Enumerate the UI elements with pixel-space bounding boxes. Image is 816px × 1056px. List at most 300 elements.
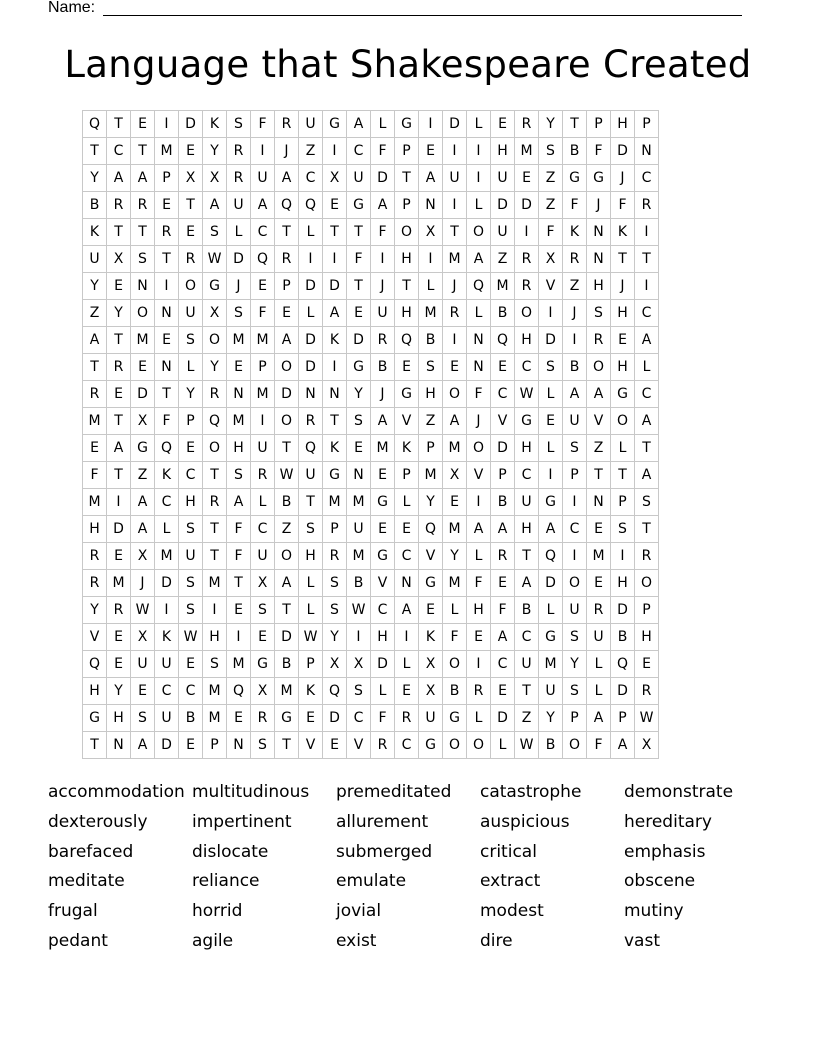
grid-cell[interactable]: K	[395, 435, 419, 462]
grid-cell[interactable]: L	[179, 354, 203, 381]
grid-cell[interactable]: L	[467, 543, 491, 570]
grid-cell[interactable]: I	[155, 597, 179, 624]
grid-cell[interactable]: V	[419, 543, 443, 570]
grid-cell[interactable]: E	[491, 111, 515, 138]
grid-cell[interactable]: S	[203, 219, 227, 246]
grid-cell[interactable]: E	[443, 489, 467, 516]
grid-cell[interactable]: I	[107, 489, 131, 516]
grid-cell[interactable]: M	[275, 678, 299, 705]
grid-cell[interactable]: L	[299, 597, 323, 624]
grid-cell[interactable]: G	[587, 165, 611, 192]
grid-cell[interactable]: E	[275, 300, 299, 327]
grid-cell[interactable]: L	[395, 651, 419, 678]
grid-cell[interactable]: M	[443, 435, 467, 462]
grid-cell[interactable]: W	[515, 732, 539, 759]
grid-cell[interactable]: U	[179, 300, 203, 327]
grid-cell[interactable]: V	[467, 462, 491, 489]
grid-cell[interactable]: E	[587, 516, 611, 543]
grid-cell[interactable]: N	[635, 138, 659, 165]
grid-cell[interactable]: D	[275, 624, 299, 651]
grid-cell[interactable]: U	[155, 705, 179, 732]
grid-cell[interactable]: I	[419, 246, 443, 273]
grid-cell[interactable]: O	[467, 219, 491, 246]
grid-cell[interactable]: M	[539, 651, 563, 678]
grid-cell[interactable]: P	[299, 651, 323, 678]
grid-cell[interactable]: P	[155, 165, 179, 192]
grid-cell[interactable]: R	[587, 327, 611, 354]
grid-cell[interactable]: F	[587, 732, 611, 759]
grid-cell[interactable]: U	[563, 408, 587, 435]
grid-cell[interactable]: C	[563, 516, 587, 543]
grid-cell[interactable]: I	[323, 246, 347, 273]
grid-cell[interactable]: A	[251, 192, 275, 219]
grid-cell[interactable]: G	[515, 408, 539, 435]
grid-cell[interactable]: F	[611, 192, 635, 219]
grid-cell[interactable]: Y	[83, 597, 107, 624]
grid-cell[interactable]: T	[611, 246, 635, 273]
grid-cell[interactable]: T	[299, 489, 323, 516]
grid-cell[interactable]: I	[227, 624, 251, 651]
grid-cell[interactable]: U	[251, 435, 275, 462]
grid-cell[interactable]: O	[443, 651, 467, 678]
grid-cell[interactable]: R	[131, 192, 155, 219]
grid-cell[interactable]: M	[347, 543, 371, 570]
grid-cell[interactable]: C	[515, 354, 539, 381]
grid-cell[interactable]: M	[203, 705, 227, 732]
grid-cell[interactable]: M	[323, 489, 347, 516]
grid-cell[interactable]: H	[395, 300, 419, 327]
grid-cell[interactable]: A	[587, 381, 611, 408]
grid-cell[interactable]: S	[347, 408, 371, 435]
grid-cell[interactable]: L	[587, 651, 611, 678]
grid-cell[interactable]: M	[107, 570, 131, 597]
grid-cell[interactable]: T	[203, 462, 227, 489]
grid-cell[interactable]: T	[131, 138, 155, 165]
grid-cell[interactable]: U	[491, 165, 515, 192]
grid-cell[interactable]: I	[515, 219, 539, 246]
grid-cell[interactable]: Q	[83, 111, 107, 138]
grid-cell[interactable]: T	[155, 381, 179, 408]
grid-cell[interactable]: R	[275, 111, 299, 138]
grid-cell[interactable]: N	[155, 354, 179, 381]
grid-cell[interactable]: J	[275, 138, 299, 165]
grid-cell[interactable]: A	[539, 516, 563, 543]
grid-cell[interactable]: R	[83, 381, 107, 408]
grid-cell[interactable]: X	[203, 165, 227, 192]
grid-cell[interactable]: M	[227, 408, 251, 435]
grid-cell[interactable]: D	[491, 435, 515, 462]
grid-cell[interactable]: F	[227, 543, 251, 570]
grid-cell[interactable]: L	[251, 489, 275, 516]
grid-cell[interactable]: S	[179, 570, 203, 597]
grid-cell[interactable]: I	[539, 462, 563, 489]
grid-cell[interactable]: I	[323, 138, 347, 165]
grid-cell[interactable]: L	[395, 489, 419, 516]
grid-cell[interactable]: Z	[491, 246, 515, 273]
grid-cell[interactable]: Z	[539, 165, 563, 192]
grid-cell[interactable]: O	[443, 381, 467, 408]
grid-cell[interactable]: S	[131, 246, 155, 273]
grid-cell[interactable]: V	[83, 624, 107, 651]
grid-cell[interactable]: F	[155, 408, 179, 435]
grid-cell[interactable]: D	[179, 111, 203, 138]
grid-cell[interactable]: X	[131, 543, 155, 570]
grid-cell[interactable]: E	[347, 300, 371, 327]
grid-cell[interactable]: T	[83, 732, 107, 759]
grid-cell[interactable]: L	[467, 705, 491, 732]
grid-cell[interactable]: A	[635, 462, 659, 489]
grid-cell[interactable]: M	[155, 138, 179, 165]
grid-cell[interactable]: O	[635, 570, 659, 597]
grid-cell[interactable]: A	[131, 516, 155, 543]
grid-cell[interactable]: M	[371, 435, 395, 462]
grid-cell[interactable]: F	[371, 219, 395, 246]
grid-cell[interactable]: I	[299, 246, 323, 273]
grid-cell[interactable]: I	[419, 111, 443, 138]
grid-cell[interactable]: A	[131, 165, 155, 192]
grid-cell[interactable]: O	[275, 354, 299, 381]
grid-cell[interactable]: K	[419, 624, 443, 651]
grid-cell[interactable]: Y	[107, 678, 131, 705]
grid-cell[interactable]: X	[443, 462, 467, 489]
grid-cell[interactable]: P	[611, 705, 635, 732]
grid-cell[interactable]: C	[107, 138, 131, 165]
grid-cell[interactable]: C	[347, 705, 371, 732]
grid-cell[interactable]: D	[299, 273, 323, 300]
grid-cell[interactable]: N	[107, 732, 131, 759]
grid-cell[interactable]: U	[251, 543, 275, 570]
grid-cell[interactable]: A	[467, 246, 491, 273]
grid-cell[interactable]: X	[323, 651, 347, 678]
grid-cell[interactable]: T	[515, 543, 539, 570]
grid-cell[interactable]: X	[539, 246, 563, 273]
grid-cell[interactable]: T	[515, 678, 539, 705]
grid-cell[interactable]: O	[395, 219, 419, 246]
grid-cell[interactable]: S	[299, 516, 323, 543]
grid-cell[interactable]: M	[491, 273, 515, 300]
grid-cell[interactable]: E	[539, 408, 563, 435]
grid-cell[interactable]: X	[251, 570, 275, 597]
grid-cell[interactable]: U	[515, 489, 539, 516]
grid-cell[interactable]: E	[443, 354, 467, 381]
grid-cell[interactable]: O	[203, 327, 227, 354]
grid-cell[interactable]: C	[155, 489, 179, 516]
grid-cell[interactable]: T	[275, 435, 299, 462]
grid-cell[interactable]: E	[155, 192, 179, 219]
grid-cell[interactable]: X	[131, 624, 155, 651]
grid-cell[interactable]: L	[299, 219, 323, 246]
grid-cell[interactable]: T	[395, 273, 419, 300]
grid-cell[interactable]: R	[179, 246, 203, 273]
grid-cell[interactable]: E	[107, 381, 131, 408]
grid-cell[interactable]: L	[467, 111, 491, 138]
grid-cell[interactable]: E	[251, 624, 275, 651]
grid-cell[interactable]: J	[227, 273, 251, 300]
grid-cell[interactable]: D	[227, 246, 251, 273]
grid-cell[interactable]: R	[395, 705, 419, 732]
grid-cell[interactable]: R	[155, 219, 179, 246]
grid-cell[interactable]: R	[635, 192, 659, 219]
grid-cell[interactable]: U	[131, 651, 155, 678]
grid-cell[interactable]: C	[347, 138, 371, 165]
grid-cell[interactable]: A	[275, 570, 299, 597]
grid-cell[interactable]: G	[131, 435, 155, 462]
grid-cell[interactable]: U	[347, 165, 371, 192]
grid-cell[interactable]: I	[635, 219, 659, 246]
grid-cell[interactable]: D	[491, 192, 515, 219]
grid-cell[interactable]: N	[587, 489, 611, 516]
grid-cell[interactable]: E	[227, 597, 251, 624]
grid-cell[interactable]: C	[155, 678, 179, 705]
grid-cell[interactable]: H	[227, 435, 251, 462]
grid-cell[interactable]: H	[611, 570, 635, 597]
grid-cell[interactable]: R	[203, 381, 227, 408]
grid-cell[interactable]: X	[419, 651, 443, 678]
grid-cell[interactable]: I	[467, 165, 491, 192]
grid-cell[interactable]: C	[515, 624, 539, 651]
grid-cell[interactable]: O	[443, 732, 467, 759]
grid-cell[interactable]: B	[491, 300, 515, 327]
grid-cell[interactable]: T	[275, 219, 299, 246]
grid-cell[interactable]: J	[611, 165, 635, 192]
grid-cell[interactable]: A	[635, 327, 659, 354]
grid-cell[interactable]: T	[635, 516, 659, 543]
grid-cell[interactable]: Y	[203, 354, 227, 381]
grid-cell[interactable]: O	[611, 408, 635, 435]
grid-cell[interactable]: J	[587, 192, 611, 219]
grid-cell[interactable]: B	[347, 570, 371, 597]
grid-cell[interactable]: Q	[275, 192, 299, 219]
grid-cell[interactable]: H	[515, 435, 539, 462]
grid-cell[interactable]: F	[491, 597, 515, 624]
grid-cell[interactable]: I	[443, 327, 467, 354]
grid-cell[interactable]: U	[563, 597, 587, 624]
grid-cell[interactable]: C	[491, 651, 515, 678]
grid-cell[interactable]: E	[131, 354, 155, 381]
grid-cell[interactable]: U	[179, 543, 203, 570]
grid-cell[interactable]: R	[227, 138, 251, 165]
grid-cell[interactable]: P	[323, 516, 347, 543]
grid-cell[interactable]: C	[635, 165, 659, 192]
grid-cell[interactable]: N	[347, 462, 371, 489]
grid-cell[interactable]: Q	[83, 651, 107, 678]
grid-cell[interactable]: T	[635, 246, 659, 273]
grid-cell[interactable]: E	[395, 354, 419, 381]
grid-cell[interactable]: J	[467, 408, 491, 435]
grid-cell[interactable]: S	[323, 570, 347, 597]
grid-cell[interactable]: A	[371, 408, 395, 435]
grid-cell[interactable]: Q	[539, 543, 563, 570]
grid-cell[interactable]: N	[467, 327, 491, 354]
grid-cell[interactable]: N	[155, 300, 179, 327]
grid-cell[interactable]: M	[419, 300, 443, 327]
grid-cell[interactable]: B	[539, 732, 563, 759]
grid-cell[interactable]: E	[371, 516, 395, 543]
grid-cell[interactable]: Q	[299, 192, 323, 219]
grid-cell[interactable]: K	[611, 219, 635, 246]
grid-cell[interactable]: E	[395, 516, 419, 543]
grid-cell[interactable]: G	[203, 273, 227, 300]
grid-cell[interactable]: J	[443, 273, 467, 300]
grid-cell[interactable]: A	[227, 489, 251, 516]
grid-cell[interactable]: N	[227, 381, 251, 408]
grid-cell[interactable]: S	[203, 651, 227, 678]
grid-cell[interactable]: C	[635, 381, 659, 408]
grid-cell[interactable]: H	[467, 597, 491, 624]
grid-cell[interactable]: Z	[587, 435, 611, 462]
grid-cell[interactable]: S	[563, 678, 587, 705]
grid-cell[interactable]: M	[203, 570, 227, 597]
grid-cell[interactable]: G	[395, 381, 419, 408]
grid-cell[interactable]: T	[443, 219, 467, 246]
grid-cell[interactable]: S	[347, 678, 371, 705]
grid-cell[interactable]: L	[371, 678, 395, 705]
grid-cell[interactable]: I	[155, 111, 179, 138]
grid-cell[interactable]: D	[491, 705, 515, 732]
grid-cell[interactable]: K	[323, 435, 347, 462]
grid-cell[interactable]: R	[227, 165, 251, 192]
grid-cell[interactable]: R	[107, 597, 131, 624]
grid-cell[interactable]: H	[371, 624, 395, 651]
grid-cell[interactable]: X	[107, 246, 131, 273]
grid-cell[interactable]: U	[515, 651, 539, 678]
grid-cell[interactable]: Q	[155, 435, 179, 462]
grid-cell[interactable]: M	[227, 651, 251, 678]
grid-cell[interactable]: T	[395, 165, 419, 192]
grid-cell[interactable]: V	[347, 732, 371, 759]
grid-cell[interactable]: I	[395, 624, 419, 651]
grid-cell[interactable]: O	[515, 300, 539, 327]
grid-cell[interactable]: U	[587, 624, 611, 651]
grid-cell[interactable]: D	[275, 381, 299, 408]
grid-cell[interactable]: L	[371, 111, 395, 138]
grid-cell[interactable]: M	[443, 246, 467, 273]
grid-cell[interactable]: D	[443, 111, 467, 138]
grid-cell[interactable]: R	[251, 462, 275, 489]
grid-cell[interactable]: J	[563, 300, 587, 327]
grid-cell[interactable]: B	[563, 138, 587, 165]
grid-cell[interactable]: F	[443, 624, 467, 651]
grid-cell[interactable]: H	[515, 516, 539, 543]
grid-cell[interactable]: S	[611, 516, 635, 543]
grid-cell[interactable]: E	[323, 732, 347, 759]
grid-cell[interactable]: A	[443, 408, 467, 435]
grid-cell[interactable]: S	[251, 732, 275, 759]
grid-cell[interactable]: D	[539, 570, 563, 597]
grid-cell[interactable]: U	[299, 111, 323, 138]
grid-cell[interactable]: N	[299, 381, 323, 408]
grid-cell[interactable]: S	[131, 705, 155, 732]
grid-cell[interactable]: A	[467, 516, 491, 543]
grid-cell[interactable]: Q	[611, 651, 635, 678]
grid-cell[interactable]: T	[227, 570, 251, 597]
grid-cell[interactable]: A	[323, 300, 347, 327]
grid-cell[interactable]: S	[539, 138, 563, 165]
grid-cell[interactable]: F	[227, 516, 251, 543]
grid-cell[interactable]: S	[419, 354, 443, 381]
grid-cell[interactable]: U	[347, 516, 371, 543]
grid-cell[interactable]: R	[515, 246, 539, 273]
grid-cell[interactable]: H	[299, 543, 323, 570]
grid-cell[interactable]: D	[347, 327, 371, 354]
grid-cell[interactable]: F	[467, 381, 491, 408]
grid-cell[interactable]: R	[515, 273, 539, 300]
grid-cell[interactable]: K	[155, 624, 179, 651]
grid-cell[interactable]: E	[395, 678, 419, 705]
grid-cell[interactable]: C	[371, 597, 395, 624]
grid-cell[interactable]: P	[395, 462, 419, 489]
grid-cell[interactable]: H	[635, 624, 659, 651]
grid-cell[interactable]: E	[635, 651, 659, 678]
grid-cell[interactable]: G	[395, 111, 419, 138]
grid-cell[interactable]: P	[275, 273, 299, 300]
grid-cell[interactable]: L	[467, 300, 491, 327]
grid-cell[interactable]: M	[203, 678, 227, 705]
grid-cell[interactable]: C	[395, 543, 419, 570]
grid-cell[interactable]: E	[251, 273, 275, 300]
grid-cell[interactable]: F	[371, 705, 395, 732]
grid-cell[interactable]: R	[203, 489, 227, 516]
grid-cell[interactable]: E	[107, 624, 131, 651]
grid-cell[interactable]: E	[299, 705, 323, 732]
grid-cell[interactable]: M	[83, 408, 107, 435]
grid-cell[interactable]: B	[275, 489, 299, 516]
grid-cell[interactable]: E	[515, 165, 539, 192]
grid-cell[interactable]: R	[83, 543, 107, 570]
grid-cell[interactable]: H	[179, 489, 203, 516]
grid-cell[interactable]: L	[299, 570, 323, 597]
grid-cell[interactable]: Q	[491, 327, 515, 354]
grid-cell[interactable]: A	[275, 327, 299, 354]
grid-cell[interactable]: T	[107, 219, 131, 246]
grid-cell[interactable]: E	[107, 543, 131, 570]
grid-cell[interactable]: K	[83, 219, 107, 246]
grid-cell[interactable]: Y	[179, 381, 203, 408]
grid-cell[interactable]: E	[227, 354, 251, 381]
grid-cell[interactable]: K	[155, 462, 179, 489]
grid-cell[interactable]: Q	[251, 246, 275, 273]
grid-cell[interactable]: F	[251, 300, 275, 327]
grid-cell[interactable]: P	[395, 192, 419, 219]
grid-cell[interactable]: O	[131, 300, 155, 327]
grid-cell[interactable]: R	[563, 246, 587, 273]
grid-cell[interactable]: R	[371, 732, 395, 759]
grid-cell[interactable]: T	[347, 273, 371, 300]
grid-cell[interactable]: Y	[107, 300, 131, 327]
grid-cell[interactable]: H	[611, 354, 635, 381]
grid-cell[interactable]: S	[227, 111, 251, 138]
grid-cell[interactable]: P	[491, 462, 515, 489]
grid-cell[interactable]: U	[83, 246, 107, 273]
grid-cell[interactable]: N	[587, 246, 611, 273]
grid-cell[interactable]: T	[323, 219, 347, 246]
grid-cell[interactable]: E	[179, 138, 203, 165]
grid-cell[interactable]: W	[203, 246, 227, 273]
grid-cell[interactable]: F	[347, 246, 371, 273]
grid-cell[interactable]: B	[275, 651, 299, 678]
grid-cell[interactable]: L	[611, 435, 635, 462]
grid-cell[interactable]: W	[635, 705, 659, 732]
grid-cell[interactable]: I	[467, 138, 491, 165]
grid-cell[interactable]: D	[131, 381, 155, 408]
grid-cell[interactable]: R	[443, 300, 467, 327]
grid-cell[interactable]: S	[323, 597, 347, 624]
grid-cell[interactable]: Y	[419, 489, 443, 516]
grid-cell[interactable]: O	[563, 732, 587, 759]
grid-cell[interactable]: B	[443, 678, 467, 705]
grid-cell[interactable]: U	[227, 192, 251, 219]
grid-cell[interactable]: P	[251, 354, 275, 381]
